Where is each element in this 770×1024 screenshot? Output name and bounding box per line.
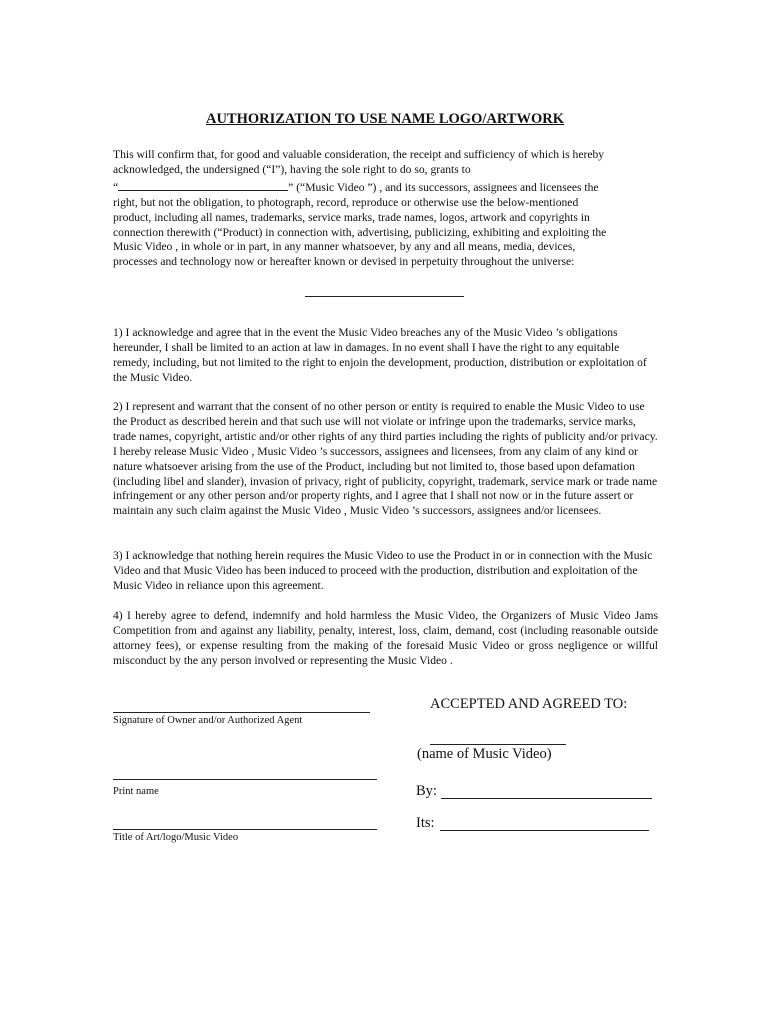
by-signature-line[interactable] xyxy=(441,798,652,799)
product-blank-line[interactable] xyxy=(305,282,464,297)
accepted-heading: ACCEPTED AND AGREED TO: xyxy=(430,696,628,712)
by-label: By: xyxy=(416,783,437,799)
print-name-line[interactable] xyxy=(113,779,377,780)
clause-1: 1) I acknowledge and agree that in the event the Music Video breaches any of the Music Video ’s obligations hereunder, I shall be limited to an action at law in damages. In no event shall I have the right to any equitable remedy, including, but not limited to the right to enjoin the development, production, distribution or exploitation of the Music Video. xyxy=(113,326,647,384)
intro-line: acknowledged, the undersigned (“I”), having the sole right to do so, grants to xyxy=(113,162,471,176)
intro-line: This will confirm that, for good and valuable consideration, the receipt and sufficiency of which is hereby xyxy=(113,148,605,161)
its-label: Its: xyxy=(416,815,435,831)
intro-line: right, but not the obligation, to photograph, record, reproduce or otherwise use the below-mentioned xyxy=(113,195,579,209)
title-line[interactable] xyxy=(113,829,377,830)
grantee-blank[interactable] xyxy=(118,178,288,191)
clause-2: 2) I represent and warrant that the consent of no other person or entity is required to enable the Music Video to use the Product as described herein and that such use will not violate or infringe upon the trademarks, service marks, trade names, copyright, artistic and/or other rights of any third parties including the rights of publicity and/or privacy. I hereby release Music Video , Music Video ’s successors, assignees and licensees, from any claim of any kind or nature whatsoever arising from the use of the Product, including but not limited to, those based upon defamation (including libel and slander), invasion of privacy, right of publicity, copyright, trademark, service mark or trade name infringement or any other person and/or property rights, and I agree that I shall not now or in the future assert or maintain any such claim against the Music Video , Music Video ’s successors, assignees and/or licensees. xyxy=(113,400,658,518)
intro-line: product, including all names, trademarks, service marks, trade names, logos, artwork and copyrights in xyxy=(113,210,590,224)
owner-signature-line[interactable] xyxy=(113,712,370,713)
print-name-label: Print name xyxy=(113,786,159,797)
intro-line-rest: ” (“Music Video ”) , and its successors, assignees and licensees the xyxy=(288,180,599,194)
title-label: Title of Art/logo/Music Video xyxy=(113,832,239,843)
owner-signature-label: Signature of Owner and/or Authorized Agent xyxy=(113,715,303,726)
document-title: AUTHORIZATION TO USE NAME LOGO/ARTWORK xyxy=(205,111,565,127)
clause-3: 3) I acknowledge that nothing herein requires the Music Video to use the Product in or in connection with the Music Video and that Music Video has been induced to proceed with the production, distribution and exploitation of the Music Video in reliance upon this agreement. xyxy=(113,549,653,592)
intro-line: connection therewith (“Product) in connection with, advertising, publicizing, exhibiting and exploiting the xyxy=(113,225,607,239)
intro-line: Music Video , in whole or in part, in any manner whatsoever, by any and all means, media, devices, xyxy=(113,240,576,254)
intro-line: processes and technology now or hereafter known or devised in perpetuity throughout the universe: xyxy=(113,255,575,269)
intro-line-grantee xyxy=(113,178,658,196)
music-video-name-line[interactable] xyxy=(430,744,566,745)
clause-4: 4) I hereby agree to defend, indemnify and hold harmless the Music Video, the Organizers of Music Video Jams Competition from and against any liability, penalty, interest, loss, claim, demand, cost (including reasonable outside attorney fees), or expense resulting from the making of the foresaid Music Video or gross negligence or willful misconduct by the any person involved or representing the Music Video . xyxy=(113,609,658,667)
its-line[interactable] xyxy=(440,830,649,831)
intro-paragraph xyxy=(113,148,658,270)
quote-open: “ xyxy=(113,180,119,194)
music-video-name-label: (name of Music Video) xyxy=(417,746,552,762)
